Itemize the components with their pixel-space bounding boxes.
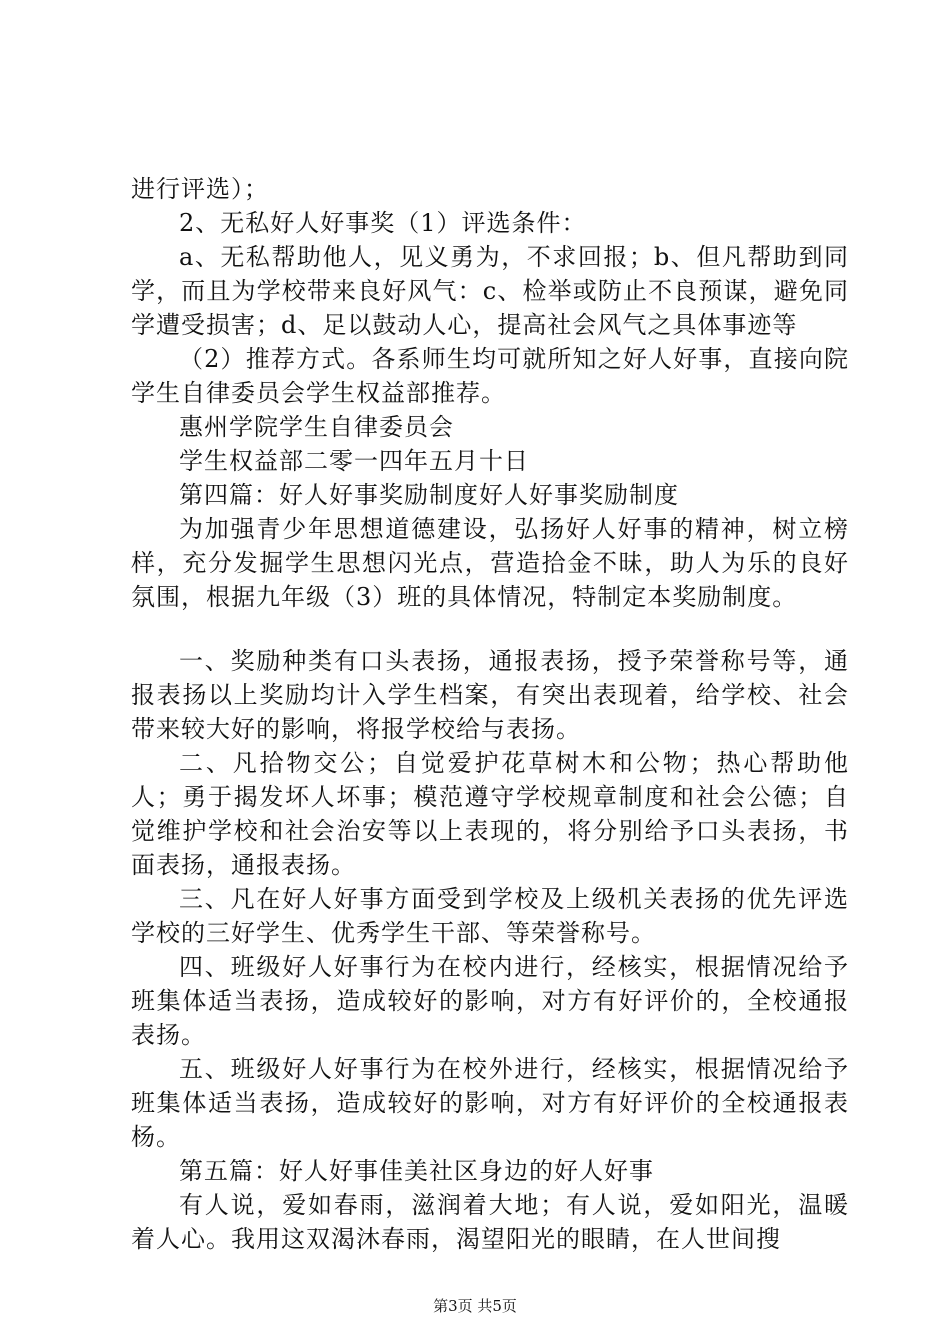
section-heading-4: 第四篇：好人好事奖励制度好人好事奖励制度 xyxy=(179,481,679,509)
paragraph-5: 惠州学院学生自律委员会 xyxy=(179,413,454,441)
page-footer: 第3页 共5页 xyxy=(433,1297,517,1315)
paragraph-6: 学生权益部二零一四年五月十日 xyxy=(179,447,529,475)
paragraph-2: 2、无私好人好事奖（1）评选条件： xyxy=(179,209,587,237)
paragraph-9: 二、凡拾物交公；自觉爱护花草树木和公物；热心帮助他人；勇于揭发坏人坏事；模范遵守学校规章制度和社会公德；自觉维护学校和社会治安等以上表现的，将分别给予口头表扬，书面表扬，通报表扬。 xyxy=(131,749,849,879)
paragraph-10: 三、凡在好人好事方面受到学校及上级机关表扬的优先评选学校的三好学生、优秀学生干部、等荣誉称号。 xyxy=(131,885,849,947)
paragraph-1: 进行评选）； xyxy=(131,175,269,203)
paragraph-11: 四、班级好人好事行为在校内进行，经核实，根据情况给予班集体适当表扬，造成较好的影响，对方有好评价的，全校通报表扬。 xyxy=(131,953,849,1049)
paragraph-3: a、无私帮助他人，见义勇为，不求回报；b、但凡帮助到同学，而且为学校带来良好风气：c、检举或防止不良预谋，避免同学遭受损害；d、足以鼓动人心，提高社会风气之具体事迹等 xyxy=(131,243,849,339)
paragraph-13: 有人说，爱如春雨，滋润着大地；有人说，爱如阳光，温暖着人心。我用这双渴沐春雨，渴望阳光的眼睛，在人世间搜 xyxy=(131,1191,849,1253)
paragraph-12: 五、班级好人好事行为在校外进行，经核实，根据情况给予班集体适当表扬，造成较好的影响，对方有好评价的全校通报表杨。 xyxy=(131,1055,849,1151)
paragraph-8: 一、奖励种类有口头表扬，通报表扬，授予荣誉称号等，通报表扬以上奖励均计入学生档案，有突出表现着，给学校、社会带来较大好的影响，将报学校给与表扬。 xyxy=(131,647,849,743)
paragraph-4: （2）推荐方式。各系师生均可就所知之好人好事，直接向院学生自律委员会学生权益部推荐。 xyxy=(131,345,849,407)
document-body xyxy=(131,172,849,1256)
paragraph-7: 为加强青少年思想道德建设，弘扬好人好事的精神，树立榜样，充分发掘学生思想闪光点，营造拾金不昧，助人为乐的良好氛围，根据九年级（3）班的具体情况，特制定本奖励制度。 xyxy=(131,515,849,611)
section-heading-5: 第五篇：好人好事佳美社区身边的好人好事 xyxy=(179,1157,654,1185)
